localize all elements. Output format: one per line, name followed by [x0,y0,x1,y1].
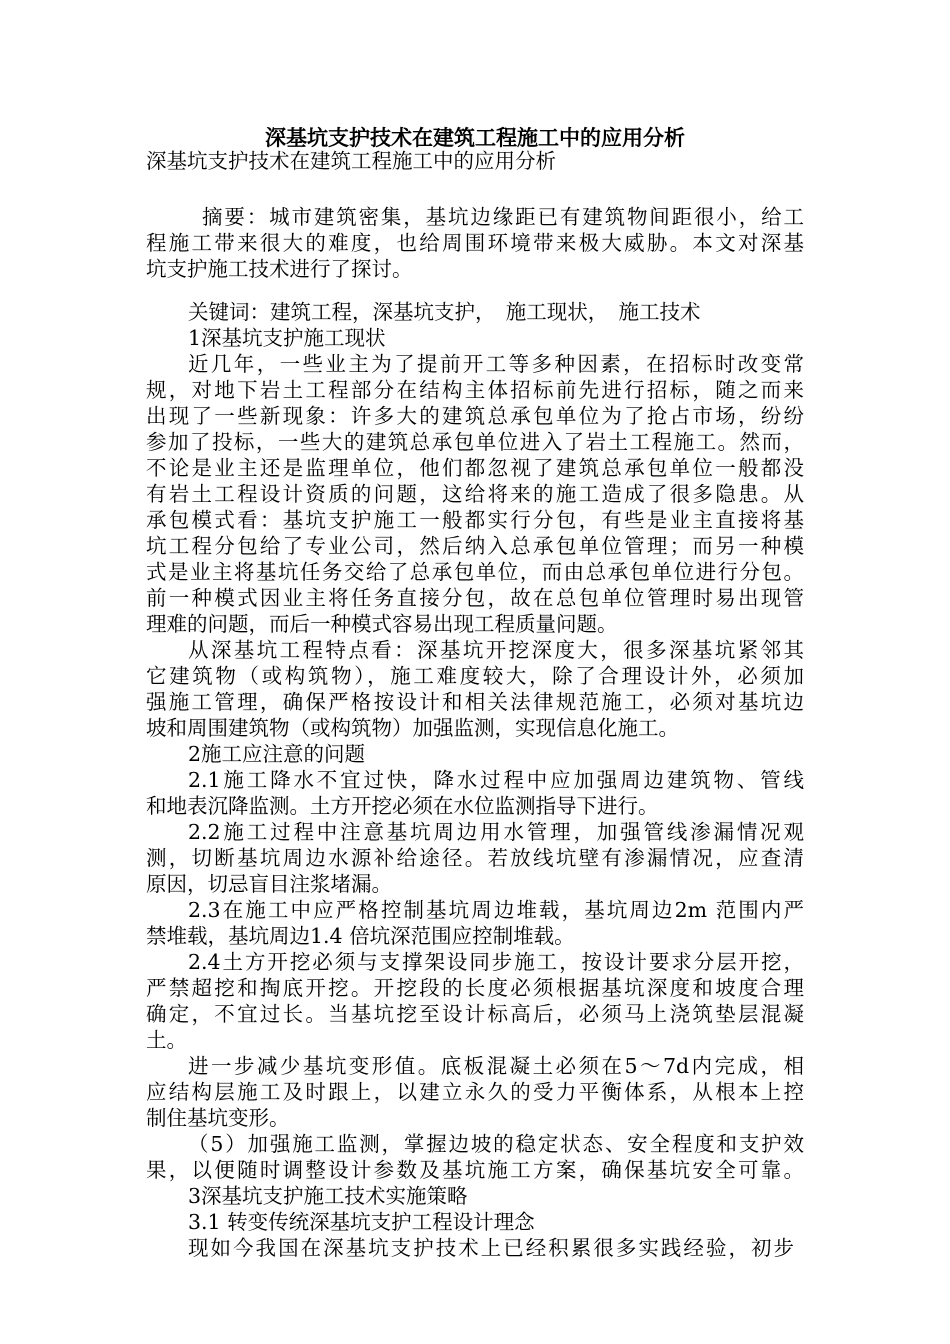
paragraph-line: 现如今我国在深基坑支护技术上已经积累很多实践经验，初步 [188,1236,794,1260]
paragraph-line: 制住基坑变形。 [146,1106,290,1130]
paragraph-line: 严禁超挖和掏底开挖。开挖段的长度必须根据基坑深度和坡度合理 [146,976,804,1000]
paragraph-line: 式是业主将基坑任务交给了总承包单位，而由总承包单位进行分包。 [146,560,804,584]
abstract-line: 程施工带来很大的难度，也给周围环境带来极大威胁。本文对深基 [146,231,804,255]
paragraph-line: 强施工管理，确保严格按设计和相关法律规范施工，必须对基坑边 [146,690,804,714]
paragraph-line: 出现了一些新现象：许多大的建筑总承包单位为了抢占市场，纷纷 [146,404,804,428]
section-heading: 2施工应注意的问题 [188,742,366,766]
paragraph-line: 2.4土方开挖必须与支撑架设同步施工，按设计要求分层开挖， [188,950,804,974]
paragraph-line: 确定，不宜过长。当基坑挖至设计标高后，必须马上浇筑垫层混凝 [146,1002,804,1026]
paragraph-line: 果，以便随时调整设计参数及基坑施工方案，确保基坑安全可靠。 [146,1158,804,1182]
paragraph-line: 坡和周围建筑物（或构筑物）加强监测，实现信息化施工。 [146,716,679,740]
paragraph-line: 理难的问题，而后一种模式容易出现工程质量问题。 [146,612,618,636]
paragraph-line: 2.3在施工中应严格控制基坑周边堆载，基坑周边2m 范围内严 [188,898,804,922]
paragraph-line: 和地表沉降监测。土方开挖必须在水位监测指导下进行。 [146,794,659,818]
subtitle-line: 深基坑支护技术在建筑工程施工中的应用分析 [146,149,556,173]
paragraph-line: 进一步减少基坑变形值。底板混凝土必须在5～7d内完成，相 [188,1054,804,1078]
paragraph-line: 土。 [146,1028,187,1052]
document-title: 深基坑支护技术在建筑工程施工中的应用分析 [265,125,685,150]
abstract-line: 坑支护施工技术进行了探讨。 [146,257,413,281]
paragraph-line: 规，对地下岩土工程部分在结构主体招标前先进行招标，随之而来 [146,378,804,402]
paragraph-line: 原因，切忌盲目注浆堵漏。 [146,872,392,896]
section-heading: 1深基坑支护施工现状 [188,326,386,350]
paragraph-line: 它建筑物（或构筑物），施工难度较大，除了合理设计外，必须加 [146,664,804,688]
abstract-line: 摘要：城市建筑密集，基坑边缘距已有建筑物间距很小，给工 [202,205,804,229]
paragraph-line: 从深基坑工程特点看：深基坑开挖深度大，很多深基坑紧邻其 [188,638,804,662]
paragraph-line: 禁堆载，基坑周边1.4 倍坑深范围应控制堆载。 [146,924,575,948]
subsection-heading: 3.1 转变传统深基坑支护工程设计理念 [188,1210,535,1234]
paragraph-line: 2.1施工降水不宜过快，降水过程中应加强周边建筑物、管线 [188,768,804,792]
paragraph-line: 2.2施工过程中注意基坑周边用水管理，加强管线渗漏情况观 [188,820,804,844]
paragraph-line: 坑工程分包给了专业公司，然后纳入总承包单位管理；而另一种模 [146,534,804,558]
section-heading: 3深基坑支护施工技术实施策略 [188,1184,468,1208]
keywords-line: 关键词：建筑工程，深基坑支护， 施工现状， 施工技术 [188,300,701,324]
paragraph-line: 承包模式看：基坑支护施工一般都实行分包，有些是业主直接将基 [146,508,804,532]
paragraph-line: 近几年，一些业主为了提前开工等多种因素，在招标时改变常 [188,352,804,376]
paragraph-line: 前一种模式因业主将任务直接分包，故在总包单位管理时易出现管 [146,586,804,610]
paragraph-line: 参加了投标，一些大的建筑总承包单位进入了岩土工程施工。然而， [146,430,804,454]
paragraph-line: 应结构层施工及时跟上，以建立永久的受力平衡体系，从根本上控 [146,1080,804,1104]
paragraph-line: 测，切断基坑周边水源补给途径。若放线坑壁有渗漏情况，应查清 [146,846,804,870]
paragraph-line: 不论是业主还是监理单位，他们都忽视了建筑总承包单位一般都没 [146,456,804,480]
paragraph-line: 有岩土工程设计资质的问题，这给将来的施工造成了很多隐患。从 [146,482,804,506]
paragraph-line: （5）加强施工监测，掌握边坡的稳定状态、安全程度和支护效 [188,1132,804,1156]
